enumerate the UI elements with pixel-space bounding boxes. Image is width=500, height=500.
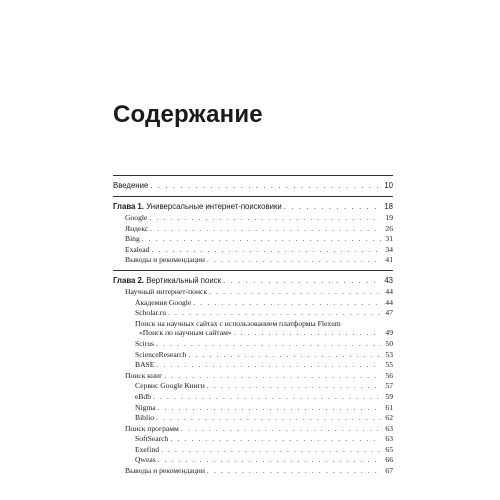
toc-entry[interactable]: eBdb . . . 59 [113,392,393,403]
chapter-prefix: Глава 1. [113,202,145,211]
toc-section[interactable]: Выводы и рекомендации . . . 67 [113,466,393,477]
leader-dots [151,245,381,256]
leader-dots [188,350,381,361]
toc-entry[interactable]: Exefind . . . 65 [113,445,393,456]
toc-entry[interactable]: Академия Google . . . 44 [113,298,393,309]
toc-chapter-2[interactable] [113,275,393,287]
leader-dots [150,180,381,192]
toc-entry[interactable]: Nigma . . . 61 [113,403,393,414]
toc-entry[interactable]: Google . . . 19 [113,213,393,224]
leader-dots [156,360,381,371]
toc-section[interactable]: Поиск книг . . . 56 [113,371,393,382]
leader-dots [207,381,381,392]
toc-entry[interactable]: Scholar.ru . . . 47 [113,308,393,319]
toc-entry-line1[interactable]: Поиск на научных сайтах с использованием платформы Flexum [135,318,341,328]
toc-entry[interactable]: ScienceResearch . . . 53 [113,350,393,361]
leader-dots [181,424,381,435]
leader-dots [156,339,381,350]
toc-entry[interactable]: «Поиск по научным сайтам» . . . 49 [113,328,393,339]
toc-entry-page: 18 [384,202,393,211]
leader-dots [164,371,381,382]
toc-section[interactable]: Поиск программ . . . 63 [113,424,393,435]
toc-entry[interactable]: Qweas . . . 66 [113,455,393,466]
toc-entry-page: 43 [384,275,393,285]
toc-entry[interactable]: Выводы и рекомендации . . . 41 [113,255,393,266]
leader-dots [153,392,381,403]
toc-entry-label: Введение [113,181,149,190]
toc-intro-group [113,176,393,196]
toc-entry[interactable]: SoftSearch . . . 63 [113,434,393,445]
table-of-contents [113,175,393,481]
toc-entry[interactable]: BASE . . . 55 [113,360,393,371]
toc-entry[interactable]: Scirus . . . 50 [113,339,393,350]
leader-dots [161,445,381,456]
leader-dots [158,455,381,466]
leader-dots [158,403,381,414]
leader-dots [193,298,381,309]
leader-dots [209,287,381,298]
leader-dots [284,201,381,213]
toc-chapter1-group [113,197,393,270]
toc-entry-page: 10 [384,181,393,190]
leader-dots [207,466,381,477]
toc-chapter2-group [113,271,393,481]
leader-dots [150,224,381,235]
chapter-title: Вертикальный поиск [146,275,222,285]
chapter-prefix: Глава 2. [113,275,145,285]
chapter-title: Универсальные интернет-поисковики [146,202,282,211]
toc-entry[interactable]: Яндекс . . . 26 [113,224,393,235]
toc-entry[interactable]: Biblio . . . 62 [113,413,393,424]
page-title: Содержание [113,101,263,128]
leader-dots [142,234,381,245]
leader-dots [149,213,381,224]
toc-entry[interactable]: Bing . . . 31 [113,234,393,245]
leader-dots [234,328,381,339]
leader-dots [156,413,381,424]
leader-dots [170,434,381,445]
toc-section[interactable]: Научный интернет-поиск . . . 44 [113,287,393,298]
leader-dots [223,275,381,287]
toc-chapter-1[interactable] [113,201,393,213]
toc-entry-intro[interactable] [113,180,393,192]
toc-entry[interactable]: Exalead . . . 34 [113,245,393,256]
leader-dots [207,255,381,266]
leader-dots [168,308,381,319]
toc-entry[interactable]: Сервис Google Книги . . . 57 [113,381,393,392]
